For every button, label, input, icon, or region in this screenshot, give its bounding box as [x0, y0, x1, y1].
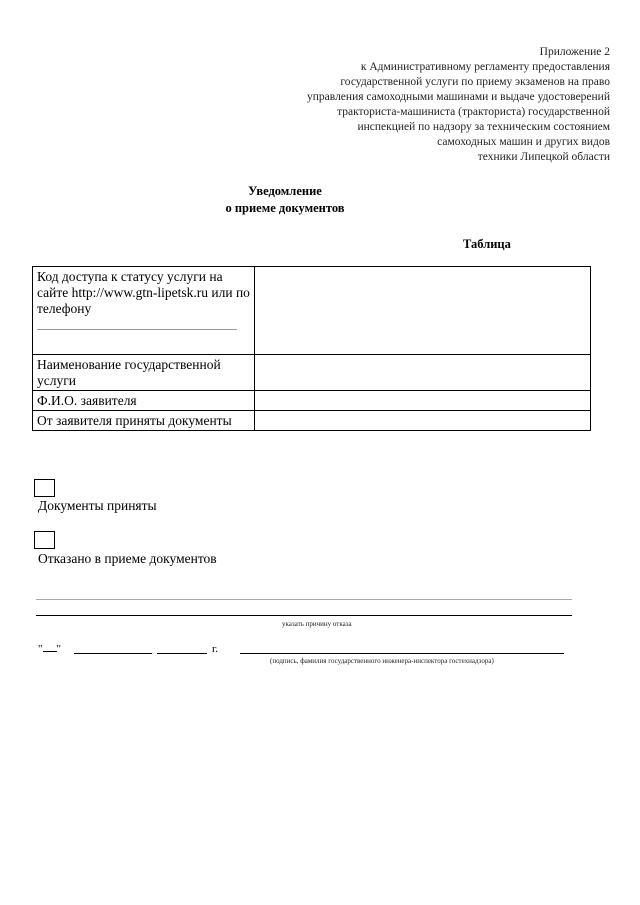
table-cell-value[interactable] — [255, 355, 591, 391]
table-cell-label: От заявителя приняты документы — [33, 411, 255, 431]
date-field — [38, 643, 61, 655]
appendix-line: инспекцией по надзору за техническим состоянием — [357, 121, 610, 133]
appendix-line: к Административному регламенту предоставления — [360, 61, 610, 73]
accepted-checkbox[interactable] — [34, 479, 55, 497]
table-row — [33, 411, 591, 431]
notice-table — [32, 266, 591, 431]
table-row — [33, 267, 591, 355]
access-code-label: Код доступа к статусу услуги на сайте http://www.gtn-lipetsk.ru или по телефону — [37, 269, 250, 316]
appendix-line: Приложение 2 — [539, 46, 610, 58]
date-day-blank[interactable] — [43, 651, 57, 652]
refused-label: Отказано в приеме документов — [38, 551, 217, 566]
refusal-reason-line-1[interactable] — [36, 599, 572, 600]
table-row — [33, 391, 591, 411]
appendix-line: государственной услуги по приему экзаменов на право — [340, 76, 610, 88]
appendix-line: управления самоходными машинами и выдаче удостоверений — [307, 91, 610, 103]
table-label: Таблица — [463, 237, 511, 251]
table-cell-value[interactable] — [255, 267, 591, 355]
table-cell-label: Ф.И.О. заявителя — [33, 391, 255, 411]
date-year-blank[interactable] — [157, 653, 207, 654]
signature-line[interactable] — [240, 653, 564, 654]
year-suffix: г. — [212, 643, 219, 655]
title-line-2: о приеме документов — [225, 201, 345, 215]
document-title — [190, 183, 380, 217]
refused-checkbox[interactable] — [34, 531, 55, 549]
title-line-1: Уведомление — [248, 184, 322, 198]
date-month-blank[interactable] — [74, 653, 152, 654]
appendix-line: техники Липецкой области — [477, 151, 610, 163]
appendix-line: самоходных машин и других видов — [437, 136, 610, 148]
date-quote-open: " — [38, 643, 43, 655]
table-cell-label — [33, 267, 255, 355]
signature-caption: (подпись, фамилия государственного инженера-инспектора гостехнадзора) — [270, 657, 494, 665]
table-cell-label: Наименование государственной услуги — [33, 355, 255, 391]
table-cell-value[interactable] — [255, 411, 591, 431]
access-code-line — [37, 329, 237, 330]
table-row — [33, 355, 591, 391]
table-cell-value[interactable] — [255, 391, 591, 411]
refusal-reason-line-2[interactable] — [36, 615, 572, 616]
appendix-line: тракториста-машиниста (тракториста) государственной — [337, 106, 610, 118]
accepted-label: Документы приняты — [38, 498, 157, 513]
date-quote-close: " — [56, 643, 61, 655]
refusal-reason-caption: указать причину отказа — [282, 620, 352, 628]
appendix-header — [230, 45, 610, 165]
